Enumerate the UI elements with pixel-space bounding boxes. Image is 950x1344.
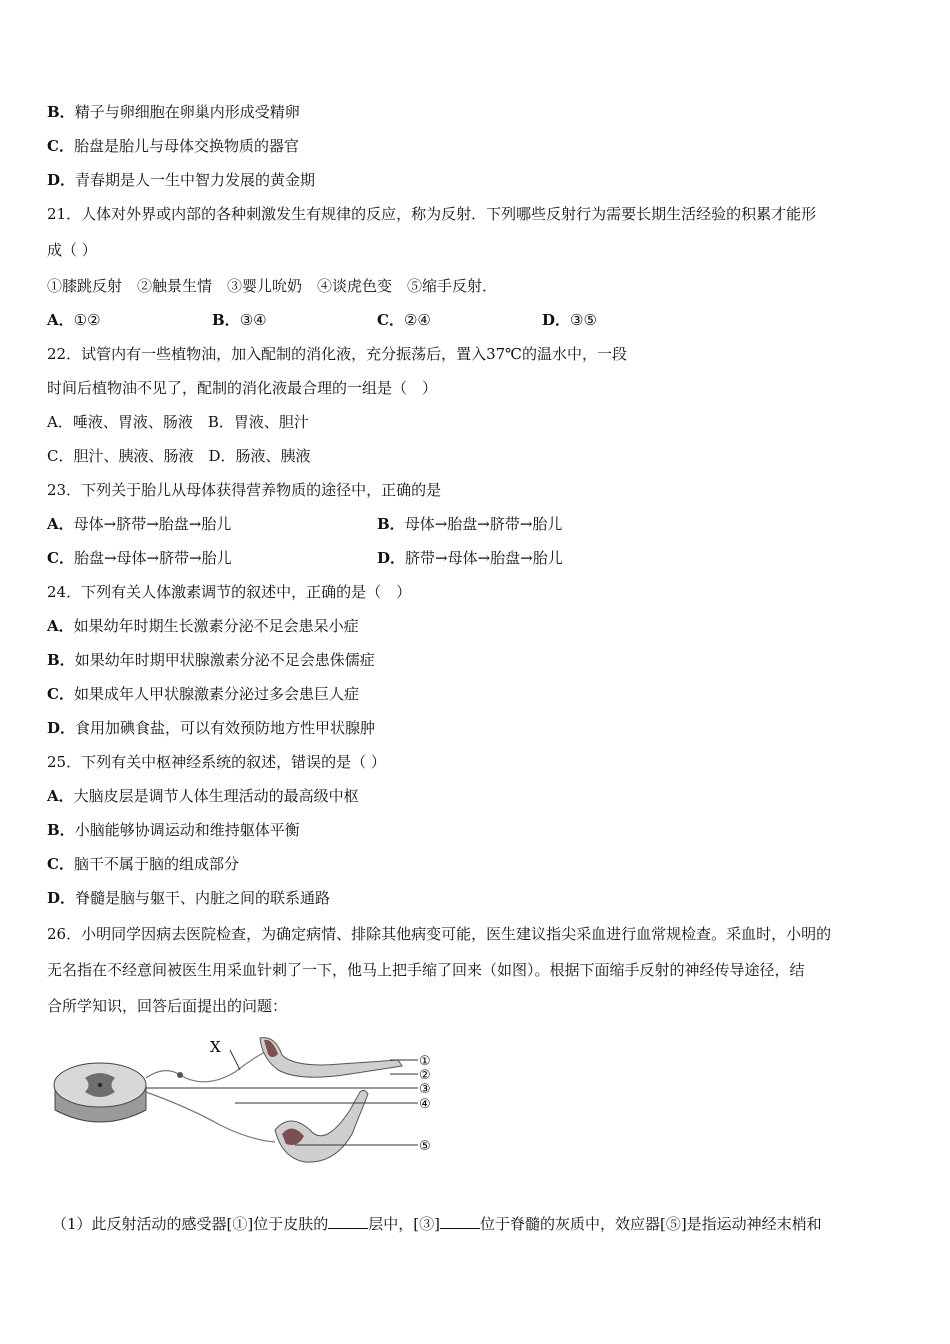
q26-stem-line1: 26．小明同学因病去医院检查，为确定病情、排除其他病变可能，医生建议指尖采血进行血常规检查。采血时，小明的 [47,925,832,943]
q25-option-a: A．大脑皮层是调节人体生理活动的最高级中枢 [47,787,359,805]
label-2: ② [419,1068,431,1083]
q23-option-d: D．脐带→母体→胎盘→胎儿 [377,549,563,567]
q24-option-b: B．如果幼年时期甲状腺激素分泌不足会患侏儒症 [47,651,375,669]
q21-option-b: B．③④ [212,311,267,329]
q22-stem-line1: 22．试管内有一些植物油，加入配制的消化液，充分振荡后，置入37℃的温水中，一段 [47,345,627,363]
q20-option-c: C．胎盘是胎儿与母体交换物质的器官 [47,137,299,155]
q21-stem-line1: 21．人体对外界或内部的各种刺激发生有规律的反应，称为反射．下列哪些反射行为需要长期生活经验的积累才能形 [47,205,817,223]
q24-stem: 24．下列有关人体激素调节的叙述中，正确的是（ ） [47,583,412,601]
q25-option-b: B．小脑能够协调运动和维持躯体平衡 [47,821,300,839]
sensory-nerve-path [146,1052,265,1082]
upper-arm-illustration [260,1038,402,1078]
q23-option-b: B．母体→胎盘→脐带→胎儿 [377,515,563,533]
q21-option-d: D．③⑤ [542,311,597,329]
x-label: X [210,1038,221,1056]
q25-option-d: D．脊髓是脑与躯干、内脏之间的联系通路 [47,889,331,907]
q22-options-row2: C．胆汁、胰液、肠液 D．肠液、胰液 [47,447,311,465]
q24-option-a: A．如果幼年时期生长激素分泌不足会患呆小症 [47,617,359,635]
q23-option-c: C．胎盘→母体→脐带→胎儿 [47,549,232,567]
q26-stem-line2: 无名指在不经意间被医生用采血针刺了一下，他马上把手缩了回来（如图）。根据下面缩手反射的神经传导途径，结 [47,961,805,979]
label-3: ③ [419,1082,431,1097]
q24-option-d: D．食用加碘食盐，可以有效预防地方性甲状腺肿 [47,719,376,737]
q22-options-row1: A．唾液、胃液、肠液 B．胃液、胆汁 [47,413,309,431]
lower-arm-illustration [275,1090,368,1162]
q26-stem-line3: 合所学知识，回答后面提出的问题： [47,997,288,1015]
spinal-cord-illustration [54,1063,146,1122]
reflex-arc-diagram [50,1030,450,1170]
motor-nerve-path [146,1092,275,1142]
q23-option-a: A．母体→脐带→胎盘→胎儿 [47,515,232,533]
x-marker-line [230,1050,240,1070]
q25-option-c: C．脑干不属于脑的组成部分 [47,855,239,873]
ganglion-dot [177,1072,183,1078]
answer-blank-2[interactable] [440,1214,480,1229]
q24-option-c: C．如果成年人甲状腺激素分泌过多会患巨人症 [47,685,359,703]
q21-option-a: A．①② [47,311,101,329]
q25-stem: 25．下列有关中枢神经系统的叙述，错误的是（ ） [47,753,386,771]
answer-blank-1[interactable] [328,1214,368,1229]
label-1: ① [419,1054,431,1069]
q26-subquestion-1: （1）此反射活动的感受器[①]位于皮肤的 层中，[③] 位于脊髓的灰质中，效应器[⑤]是指运动神经末梢和 [52,1215,822,1233]
q20-option-d: D．青春期是人一生中智力发展的黄金期 [47,171,316,189]
q22-stem-line2: 时间后植物油不见了，配制的消化液最合理的一组是（ ） [47,379,438,397]
label-4: ④ [419,1097,431,1112]
q21-items: ①膝跳反射 ②触景生情 ③婴儿吮奶 ④谈虎色变 ⑤缩手反射． [47,277,498,295]
q21-option-c: C．②④ [377,311,431,329]
label-5: ⑤ [419,1139,431,1154]
q21-stem-line2: 成（ ） [47,241,97,259]
q23-stem: 23．下列关于胎儿从母体获得营养物质的途径中，正确的是 [47,481,442,499]
reflex-arc-figure [50,1030,450,1170]
q20-option-b: B．精子与卵细胞在卵巢内形成受精卵 [47,103,300,121]
